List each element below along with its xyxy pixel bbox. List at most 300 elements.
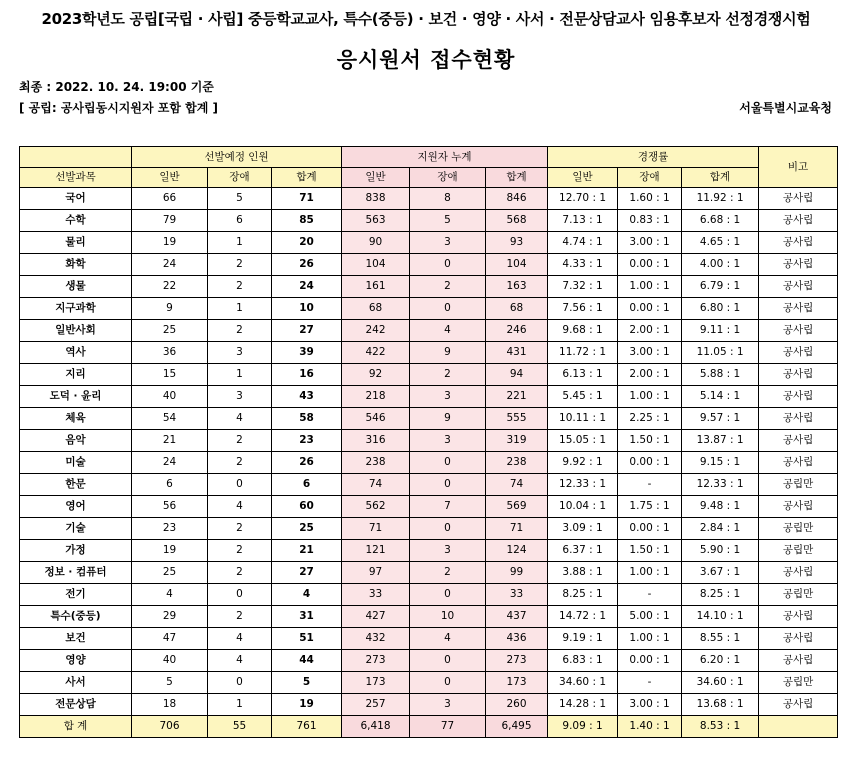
subject-cell: 음악 [20, 430, 132, 452]
remark-cell: 공사립 [759, 606, 838, 628]
ratio-total-cell: 8.55 : 1 [682, 628, 759, 650]
ratio-disabled-cell: 0.00 : 1 [618, 452, 682, 474]
planned-total-cell: 44 [272, 650, 342, 672]
planned-total-cell: 43 [272, 386, 342, 408]
remark-cell: 공사립 [759, 408, 838, 430]
table-header-row [20, 168, 838, 188]
planned-disabled-cell: 4 [208, 496, 272, 518]
applicants-general-cell: 90 [342, 232, 410, 254]
applicants-total-cell: 431 [486, 342, 548, 364]
ratio-disabled-cell: 1.50 : 1 [618, 430, 682, 452]
table-row [20, 606, 838, 628]
remark-cell: 공사립 [759, 188, 838, 210]
table-row [20, 694, 838, 716]
header-subject: 선발과목 [20, 168, 132, 188]
applicants-general-cell: 422 [342, 342, 410, 364]
ratio-general-cell: 15.05 : 1 [548, 430, 618, 452]
ratio-disabled-cell: 1.00 : 1 [618, 562, 682, 584]
ratio-total-cell: 9.15 : 1 [682, 452, 759, 474]
applicants-total-cell: 273 [486, 650, 548, 672]
total-planned-disabled-cell: 55 [208, 716, 272, 738]
header-ratio-total: 합계 [682, 168, 759, 188]
ratio-general-cell: 3.09 : 1 [548, 518, 618, 540]
planned-total-cell: 26 [272, 254, 342, 276]
ratio-total-cell: 4.65 : 1 [682, 232, 759, 254]
ratio-disabled-cell: - [618, 672, 682, 694]
planned-general-cell: 79 [132, 210, 208, 232]
applicants-general-cell: 68 [342, 298, 410, 320]
subject-cell: 지구과학 [20, 298, 132, 320]
table-row [20, 386, 838, 408]
subject-cell: 역사 [20, 342, 132, 364]
applicants-total-cell: 173 [486, 672, 548, 694]
ratio-total-cell: 9.48 : 1 [682, 496, 759, 518]
planned-total-cell: 58 [272, 408, 342, 430]
planned-disabled-cell: 2 [208, 562, 272, 584]
ratio-disabled-cell: - [618, 584, 682, 606]
subject-cell: 가정 [20, 540, 132, 562]
subject-cell: 영어 [20, 496, 132, 518]
applicants-general-cell: 546 [342, 408, 410, 430]
applicants-total-cell: 319 [486, 430, 548, 452]
remark-cell: 공사립 [759, 342, 838, 364]
subject-cell: 전문상담 [20, 694, 132, 716]
ratio-total-cell: 3.67 : 1 [682, 562, 759, 584]
ratio-disabled-cell: 0.83 : 1 [618, 210, 682, 232]
applicants-general-cell: 273 [342, 650, 410, 672]
applicants-total-cell: 68 [486, 298, 548, 320]
remark-cell: 공사립 [759, 386, 838, 408]
ratio-disabled-cell: 1.60 : 1 [618, 188, 682, 210]
applicants-general-cell: 238 [342, 452, 410, 474]
applicants-disabled-cell: 2 [410, 364, 486, 386]
ratio-disabled-cell: 3.00 : 1 [618, 694, 682, 716]
ratio-total-cell: 6.79 : 1 [682, 276, 759, 298]
planned-disabled-cell: 1 [208, 298, 272, 320]
applicants-disabled-cell: 4 [410, 320, 486, 342]
applicants-general-cell: 92 [342, 364, 410, 386]
subject-cell: 생물 [20, 276, 132, 298]
subject-cell: 사서 [20, 672, 132, 694]
applicants-total-cell: 260 [486, 694, 548, 716]
header-blank-cell [20, 147, 132, 168]
subject-cell: 도덕 · 윤리 [20, 386, 132, 408]
applicants-total-cell: 569 [486, 496, 548, 518]
planned-general-cell: 24 [132, 254, 208, 276]
planned-disabled-cell: 3 [208, 386, 272, 408]
header-ratio-general: 일반 [548, 168, 618, 188]
ratio-general-cell: 10.04 : 1 [548, 496, 618, 518]
ratio-disabled-cell: 1.00 : 1 [618, 628, 682, 650]
table-header-group-row [20, 147, 838, 168]
ratio-general-cell: 9.92 : 1 [548, 452, 618, 474]
ratio-total-cell: 8.25 : 1 [682, 584, 759, 606]
applicants-total-cell: 846 [486, 188, 548, 210]
ratio-total-cell: 11.92 : 1 [682, 188, 759, 210]
applicants-general-cell: 562 [342, 496, 410, 518]
planned-total-cell: 24 [272, 276, 342, 298]
applicants-total-cell: 124 [486, 540, 548, 562]
document-subtitle: 응시원서 접수현황 [336, 48, 516, 72]
ratio-total-cell: 5.90 : 1 [682, 540, 759, 562]
planned-general-cell: 23 [132, 518, 208, 540]
subject-cell: 특수(중등) [20, 606, 132, 628]
ratio-general-cell: 5.45 : 1 [548, 386, 618, 408]
ratio-total-cell: 6.68 : 1 [682, 210, 759, 232]
header-applicants-disabled: 장애 [410, 168, 486, 188]
header-planned: 선발예정 인원 [132, 147, 342, 168]
planned-disabled-cell: 2 [208, 320, 272, 342]
header-planned-total: 합계 [272, 168, 342, 188]
table-row [20, 628, 838, 650]
ratio-total-cell: 34.60 : 1 [682, 672, 759, 694]
total-remark-cell [759, 716, 838, 738]
planned-total-cell: 60 [272, 496, 342, 518]
planned-general-cell: 40 [132, 386, 208, 408]
applicants-total-cell: 555 [486, 408, 548, 430]
table-row [20, 672, 838, 694]
table-row [20, 496, 838, 518]
ratio-general-cell: 6.83 : 1 [548, 650, 618, 672]
header-ratio: 경쟁률 [548, 147, 759, 168]
subject-cell: 보건 [20, 628, 132, 650]
planned-general-cell: 25 [132, 320, 208, 342]
planned-general-cell: 4 [132, 584, 208, 606]
organization-name: 서울특별시교육청 [739, 101, 832, 115]
remark-cell: 공립만 [759, 518, 838, 540]
applicants-disabled-cell: 3 [410, 386, 486, 408]
ratio-disabled-cell: 2.00 : 1 [618, 320, 682, 342]
remark-cell: 공립만 [759, 672, 838, 694]
table-row [20, 188, 838, 210]
subject-cell: 지리 [20, 364, 132, 386]
planned-disabled-cell: 0 [208, 584, 272, 606]
applicants-general-cell: 121 [342, 540, 410, 562]
public-note-text: [ 공립: 공사립동시지원자 포함 합계 ] [19, 101, 218, 115]
planned-general-cell: 29 [132, 606, 208, 628]
ratio-disabled-cell: 0.00 : 1 [618, 254, 682, 276]
planned-general-cell: 9 [132, 298, 208, 320]
planned-total-cell: 16 [272, 364, 342, 386]
subject-cell: 정보 · 컴퓨터 [20, 562, 132, 584]
table-row [20, 232, 838, 254]
table-row [20, 430, 838, 452]
planned-disabled-cell: 1 [208, 694, 272, 716]
ratio-disabled-cell: 2.25 : 1 [618, 408, 682, 430]
planned-disabled-cell: 4 [208, 408, 272, 430]
ratio-general-cell: 4.74 : 1 [548, 232, 618, 254]
ratio-general-cell: 6.13 : 1 [548, 364, 618, 386]
header-ratio-disabled: 장애 [618, 168, 682, 188]
applicants-disabled-cell: 0 [410, 298, 486, 320]
planned-disabled-cell: 2 [208, 606, 272, 628]
subject-cell: 미술 [20, 452, 132, 474]
planned-disabled-cell: 5 [208, 188, 272, 210]
ratio-disabled-cell: 3.00 : 1 [618, 232, 682, 254]
ratio-general-cell: 14.28 : 1 [548, 694, 618, 716]
table-total-row [20, 716, 838, 738]
ratio-general-cell: 7.32 : 1 [548, 276, 618, 298]
subject-cell: 화학 [20, 254, 132, 276]
planned-general-cell: 54 [132, 408, 208, 430]
table-row [20, 254, 838, 276]
applicants-total-cell: 94 [486, 364, 548, 386]
planned-general-cell: 6 [132, 474, 208, 496]
applicants-disabled-cell: 2 [410, 562, 486, 584]
remark-cell: 공립만 [759, 540, 838, 562]
ratio-total-cell: 11.05 : 1 [682, 342, 759, 364]
applicants-total-cell: 246 [486, 320, 548, 342]
table-row [20, 474, 838, 496]
remark-cell: 공사립 [759, 650, 838, 672]
planned-total-cell: 25 [272, 518, 342, 540]
planned-total-cell: 27 [272, 320, 342, 342]
ratio-disabled-cell: 5.00 : 1 [618, 606, 682, 628]
subject-cell: 전기 [20, 584, 132, 606]
table-row [20, 210, 838, 232]
last-updated-text: 최종 : 2022. 10. 24. 19:00 기준 [19, 80, 214, 94]
ratio-total-cell: 2.84 : 1 [682, 518, 759, 540]
planned-total-cell: 71 [272, 188, 342, 210]
header-applicants: 지원자 누계 [342, 147, 548, 168]
ratio-total-cell: 13.68 : 1 [682, 694, 759, 716]
planned-general-cell: 18 [132, 694, 208, 716]
remark-cell: 공사립 [759, 276, 838, 298]
ratio-disabled-cell: 1.75 : 1 [618, 496, 682, 518]
planned-total-cell: 4 [272, 584, 342, 606]
planned-disabled-cell: 3 [208, 342, 272, 364]
applicants-general-cell: 427 [342, 606, 410, 628]
planned-total-cell: 27 [272, 562, 342, 584]
ratio-general-cell: 9.19 : 1 [548, 628, 618, 650]
table-row [20, 276, 838, 298]
planned-total-cell: 5 [272, 672, 342, 694]
applicants-total-cell: 71 [486, 518, 548, 540]
planned-general-cell: 47 [132, 628, 208, 650]
applicants-total-cell: 33 [486, 584, 548, 606]
planned-total-cell: 20 [272, 232, 342, 254]
applicants-disabled-cell: 0 [410, 254, 486, 276]
table-row [20, 650, 838, 672]
remark-cell: 공사립 [759, 320, 838, 342]
table-row [20, 584, 838, 606]
planned-total-cell: 51 [272, 628, 342, 650]
planned-general-cell: 21 [132, 430, 208, 452]
planned-general-cell: 40 [132, 650, 208, 672]
applicants-total-cell: 436 [486, 628, 548, 650]
planned-general-cell: 15 [132, 364, 208, 386]
applicants-disabled-cell: 7 [410, 496, 486, 518]
planned-general-cell: 19 [132, 232, 208, 254]
ratio-disabled-cell: 1.00 : 1 [618, 276, 682, 298]
planned-total-cell: 21 [272, 540, 342, 562]
planned-general-cell: 66 [132, 188, 208, 210]
applicants-disabled-cell: 9 [410, 408, 486, 430]
ratio-disabled-cell: 3.00 : 1 [618, 342, 682, 364]
ratio-total-cell: 5.88 : 1 [682, 364, 759, 386]
remark-cell: 공사립 [759, 254, 838, 276]
applicants-general-cell: 257 [342, 694, 410, 716]
applicants-total-cell: 568 [486, 210, 548, 232]
planned-disabled-cell: 2 [208, 254, 272, 276]
applicants-disabled-cell: 2 [410, 276, 486, 298]
planned-total-cell: 31 [272, 606, 342, 628]
ratio-general-cell: 6.37 : 1 [548, 540, 618, 562]
planned-disabled-cell: 2 [208, 518, 272, 540]
subject-cell: 한문 [20, 474, 132, 496]
applicants-disabled-cell: 4 [410, 628, 486, 650]
ratio-total-cell: 5.14 : 1 [682, 386, 759, 408]
table-row [20, 320, 838, 342]
ratio-total-cell: 9.11 : 1 [682, 320, 759, 342]
applicants-disabled-cell: 3 [410, 232, 486, 254]
ratio-disabled-cell: 1.50 : 1 [618, 540, 682, 562]
total-applicants-total-cell: 6,495 [486, 716, 548, 738]
applicants-disabled-cell: 3 [410, 694, 486, 716]
ratio-general-cell: 14.72 : 1 [548, 606, 618, 628]
ratio-general-cell: 9.68 : 1 [548, 320, 618, 342]
planned-disabled-cell: 1 [208, 364, 272, 386]
planned-disabled-cell: 0 [208, 474, 272, 496]
ratio-disabled-cell: 1.00 : 1 [618, 386, 682, 408]
header-applicants-total: 합계 [486, 168, 548, 188]
applicants-total-cell: 238 [486, 452, 548, 474]
applicants-general-cell: 161 [342, 276, 410, 298]
ratio-disabled-cell: 0.00 : 1 [618, 298, 682, 320]
remark-cell: 공사립 [759, 364, 838, 386]
subject-cell: 기술 [20, 518, 132, 540]
planned-total-cell: 23 [272, 430, 342, 452]
applicants-disabled-cell: 8 [410, 188, 486, 210]
remark-cell: 공립만 [759, 584, 838, 606]
ratio-general-cell: 12.70 : 1 [548, 188, 618, 210]
ratio-disabled-cell: 0.00 : 1 [618, 518, 682, 540]
applicants-disabled-cell: 9 [410, 342, 486, 364]
ratio-general-cell: 4.33 : 1 [548, 254, 618, 276]
ratio-total-cell: 6.80 : 1 [682, 298, 759, 320]
table-row [20, 540, 838, 562]
planned-total-cell: 39 [272, 342, 342, 364]
planned-disabled-cell: 2 [208, 452, 272, 474]
remark-cell: 공사립 [759, 210, 838, 232]
total-planned-total-cell: 761 [272, 716, 342, 738]
table-row [20, 364, 838, 386]
ratio-total-cell: 13.87 : 1 [682, 430, 759, 452]
table-row [20, 408, 838, 430]
subject-cell: 국어 [20, 188, 132, 210]
total-applicants-disabled-cell: 77 [410, 716, 486, 738]
remark-cell: 공사립 [759, 562, 838, 584]
applicants-disabled-cell: 0 [410, 452, 486, 474]
applicants-general-cell: 242 [342, 320, 410, 342]
applicants-disabled-cell: 0 [410, 474, 486, 496]
ratio-general-cell: 3.88 : 1 [548, 562, 618, 584]
remark-cell: 공사립 [759, 452, 838, 474]
applicants-general-cell: 838 [342, 188, 410, 210]
total-ratio-total-cell: 8.53 : 1 [682, 716, 759, 738]
planned-total-cell: 10 [272, 298, 342, 320]
ratio-general-cell: 7.13 : 1 [548, 210, 618, 232]
header-planned-general: 일반 [132, 168, 208, 188]
table-row [20, 562, 838, 584]
ratio-general-cell: 8.25 : 1 [548, 584, 618, 606]
planned-general-cell: 36 [132, 342, 208, 364]
applicants-general-cell: 173 [342, 672, 410, 694]
table-row [20, 298, 838, 320]
ratio-total-cell: 4.00 : 1 [682, 254, 759, 276]
planned-total-cell: 26 [272, 452, 342, 474]
planned-general-cell: 56 [132, 496, 208, 518]
applicants-general-cell: 218 [342, 386, 410, 408]
applicants-disabled-cell: 5 [410, 210, 486, 232]
subject-cell: 수학 [20, 210, 132, 232]
planned-disabled-cell: 1 [208, 232, 272, 254]
ratio-general-cell: 10.11 : 1 [548, 408, 618, 430]
planned-total-cell: 6 [272, 474, 342, 496]
ratio-general-cell: 7.56 : 1 [548, 298, 618, 320]
subject-cell: 물리 [20, 232, 132, 254]
total-subject-cell: 합 계 [20, 716, 132, 738]
planned-disabled-cell: 2 [208, 540, 272, 562]
planned-total-cell: 19 [272, 694, 342, 716]
applicants-disabled-cell: 0 [410, 650, 486, 672]
applicants-general-cell: 74 [342, 474, 410, 496]
header-planned-disabled: 장애 [208, 168, 272, 188]
planned-general-cell: 22 [132, 276, 208, 298]
applicants-total-cell: 74 [486, 474, 548, 496]
planned-disabled-cell: 4 [208, 628, 272, 650]
subject-cell: 영양 [20, 650, 132, 672]
remark-cell: 공사립 [759, 430, 838, 452]
applicants-total-cell: 163 [486, 276, 548, 298]
total-applicants-general-cell: 6,418 [342, 716, 410, 738]
ratio-total-cell: 14.10 : 1 [682, 606, 759, 628]
total-ratio-general-cell: 9.09 : 1 [548, 716, 618, 738]
planned-general-cell: 24 [132, 452, 208, 474]
applicants-general-cell: 432 [342, 628, 410, 650]
planned-total-cell: 85 [272, 210, 342, 232]
ratio-disabled-cell: - [618, 474, 682, 496]
planned-general-cell: 25 [132, 562, 208, 584]
applicants-disabled-cell: 10 [410, 606, 486, 628]
remark-cell: 공사립 [759, 694, 838, 716]
applicants-general-cell: 104 [342, 254, 410, 276]
table-row [20, 342, 838, 364]
table-row [20, 518, 838, 540]
application-status-table [19, 146, 838, 738]
planned-disabled-cell: 2 [208, 276, 272, 298]
planned-disabled-cell: 0 [208, 672, 272, 694]
applicants-general-cell: 316 [342, 430, 410, 452]
remark-cell: 공립만 [759, 474, 838, 496]
applicants-general-cell: 71 [342, 518, 410, 540]
ratio-disabled-cell: 2.00 : 1 [618, 364, 682, 386]
applicants-general-cell: 97 [342, 562, 410, 584]
applicants-disabled-cell: 3 [410, 540, 486, 562]
planned-disabled-cell: 2 [208, 430, 272, 452]
table-row [20, 452, 838, 474]
applicants-disabled-cell: 3 [410, 430, 486, 452]
applicants-disabled-cell: 0 [410, 518, 486, 540]
applicants-total-cell: 437 [486, 606, 548, 628]
remark-cell: 공사립 [759, 298, 838, 320]
total-ratio-disabled-cell: 1.40 : 1 [618, 716, 682, 738]
applicants-total-cell: 93 [486, 232, 548, 254]
total-planned-general-cell: 706 [132, 716, 208, 738]
remark-cell: 공사립 [759, 232, 838, 254]
planned-general-cell: 5 [132, 672, 208, 694]
ratio-general-cell: 12.33 : 1 [548, 474, 618, 496]
